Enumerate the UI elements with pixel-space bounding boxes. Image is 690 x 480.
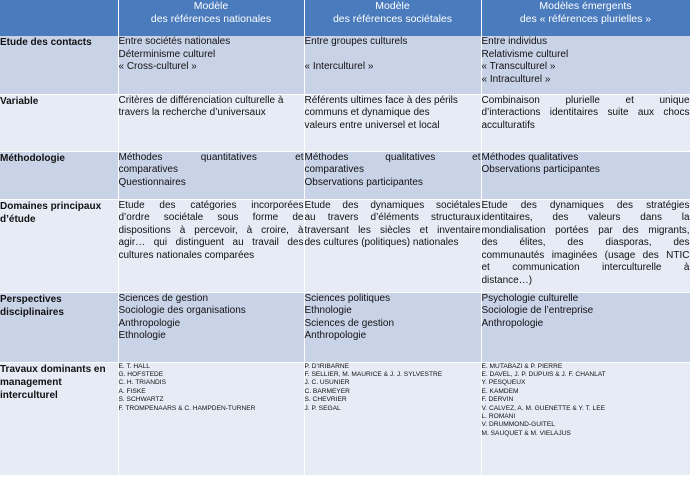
cell-line: mondialisation portées par des migrants, — [481, 224, 690, 236]
row-domaines — [0, 199, 690, 292]
cell-c3 — [481, 151, 690, 199]
cell-line: et communication interculturelle à — [481, 262, 690, 274]
cell-c2 — [304, 151, 481, 199]
cell-line: A. FISKE — [118, 387, 146, 395]
cell-line: comparatives — [304, 164, 364, 176]
cell-line: Ethnologie — [118, 330, 166, 342]
cell-line: E. DAVEL, J. P. DUPUIS & J. F. CHANLAT — [481, 370, 606, 378]
cell-line: Combinaison plurielle et unique — [481, 94, 690, 106]
cell-c3 — [481, 292, 690, 362]
cell-line: Sociologie de l’entreprise — [481, 305, 594, 317]
cell-line: Anthropologie — [118, 317, 181, 329]
cell-line: Etude des dynamiques des stratégies — [481, 199, 690, 211]
cell-c1 — [118, 292, 304, 362]
cell-line: Entre sociétés nationales — [118, 36, 231, 47]
cell-line: E. KAMDEM — [481, 387, 519, 395]
cell-line: Entre groupes culturels — [304, 36, 408, 47]
cell-line: dispositions à percevoir, à croire, à — [118, 224, 304, 236]
cell-line — [305, 49, 481, 62]
cell-line: Sciences de gestion — [118, 292, 209, 304]
row-label: Travaux dominants en management interculturel — [0, 362, 118, 475]
cell-line: Y. PESQUEUX — [481, 379, 526, 387]
cell-line: Psychologie culturelle — [481, 292, 579, 304]
cell-c1 — [118, 94, 304, 151]
cell-line: des élites, des diasporas, des — [481, 237, 690, 249]
cell-line: S. SCHWARTZ — [118, 396, 164, 404]
row-label: Variable — [0, 94, 118, 151]
header-col-societal: Modèle des références sociétales — [304, 0, 481, 36]
cell-line: d’ordre sociétale sous forme de — [118, 212, 304, 224]
cell-line: traversant les siècles et inventaire — [304, 224, 481, 236]
cell-line: cultures nationales comparées — [118, 249, 255, 261]
cell-line: Entre individus — [481, 36, 548, 47]
cell-line: valeurs entre universel et local — [304, 119, 440, 131]
header-corner — [0, 0, 118, 36]
cell-line: Méthodes quantitatives et — [118, 151, 304, 163]
cell-line: « Intraculturel » — [481, 73, 551, 85]
cell-line: Etude des dynamiques sociétales — [304, 199, 481, 211]
cell-c3 — [481, 94, 690, 151]
row-label: Etude des contacts — [0, 36, 118, 94]
header-row — [0, 0, 690, 36]
cell-line: Sciences de gestion — [304, 317, 395, 329]
cell-line: F. DERVIN — [481, 396, 514, 404]
row-label: Méthodologie — [0, 151, 118, 199]
cell-line: communs et dynamique des — [304, 107, 430, 119]
header-col-national: Modèle des références nationales — [118, 0, 304, 36]
cell-line: S. CHEVRIER — [304, 396, 347, 404]
cell-c2 — [304, 362, 481, 475]
cell-line: Référents ultimes face à des périls — [304, 94, 458, 106]
cell-line: des cultures (politiques) nationales — [304, 237, 459, 249]
cell-line: d’interactions identitaires suite aux chocs — [481, 107, 690, 119]
cell-line: F. SELLIER, M. MAURICE & J. J. SYLVESTRE — [304, 370, 443, 378]
cell-line: E. MUTABAZI & P. PIERRE — [481, 362, 563, 370]
cell-line: au travers d’éléments structuraux — [304, 212, 481, 224]
cell-line: Anthropologie — [481, 317, 544, 329]
cell-line: Relativisme culturel — [481, 48, 569, 60]
cell-line: E. T. HALL — [118, 362, 150, 370]
cell-c1 — [118, 36, 304, 94]
cell-c3 — [481, 362, 690, 475]
cell-line: acculturatifs — [481, 119, 535, 131]
cell-line: agir… qui distinguent au travail des — [118, 237, 304, 249]
cell-line: Ethnologie — [304, 305, 352, 317]
row-variable — [0, 94, 690, 151]
cell-line: communautés imaginées (usage des NTIC — [481, 249, 690, 261]
cell-line: C. BARMEYER — [304, 387, 350, 395]
cell-line: L. ROMANI — [481, 412, 516, 420]
cell-line: Méthodes qualitatives — [481, 151, 579, 163]
cell-line: identitaires, des valeurs dans la — [481, 212, 690, 224]
cell-c3 — [481, 199, 690, 292]
row-etude-contacts — [0, 36, 690, 94]
cell-line: V. CALVEZ, A. M. GUENETTE & Y. T. LEE — [481, 404, 605, 412]
row-travaux — [0, 362, 690, 475]
cell-line: distance…) — [481, 275, 533, 287]
row-label: Perspectives disciplinaires — [0, 292, 118, 362]
cell-c2 — [304, 199, 481, 292]
cell-line: Observations participantes — [481, 164, 600, 176]
cell-line: Sciences politiques — [304, 292, 391, 304]
cell-c2 — [304, 36, 481, 94]
cell-line: J. C. USUNIER — [304, 379, 350, 387]
cell-line: Déterminisme culturel — [118, 48, 216, 60]
row-label: Domaines principaux d’étude — [0, 199, 118, 292]
cell-c1 — [118, 362, 304, 475]
cell-line: « Interculturel » — [304, 61, 374, 73]
cell-line: travers la recherche d’universaux — [118, 107, 266, 119]
cell-line: J. P. SEGAL — [304, 404, 341, 412]
cell-c2 — [304, 94, 481, 151]
cell-line: comparatives — [118, 164, 178, 176]
cell-line: Questionnaires — [118, 176, 186, 188]
cell-c3 — [481, 36, 690, 94]
cell-line: F. TROMPENAARS & C. HAMPDEN-TURNER — [118, 404, 256, 412]
cell-line: « Cross-culturel » — [118, 61, 197, 73]
cell-line: Sociologie des organisations — [118, 305, 246, 317]
cell-line: « Transculturel » — [481, 61, 556, 73]
table-body — [0, 36, 690, 475]
cell-line: Critères de différenciation culturelle à — [118, 94, 284, 106]
cell-c1 — [118, 199, 304, 292]
cell-line: P. D’IRIBARNE — [304, 362, 350, 370]
cell-c2 — [304, 292, 481, 362]
header-col-plural: Modèles émergents des « références plurielles » — [481, 0, 690, 36]
cell-line: M. SAUQUET & M. VIELAJUS — [481, 429, 571, 437]
cell-line: C. H. TRIANDIS — [118, 379, 167, 387]
cell-line: V. DRUMMOND-GUITEL — [481, 421, 555, 429]
row-methodologie — [0, 151, 690, 199]
cell-c1 — [118, 151, 304, 199]
cell-line: Anthropologie — [304, 330, 367, 342]
cell-line: Méthodes qualitatives et — [304, 151, 481, 163]
cell-line: G. HOFSTEDE — [118, 370, 164, 378]
cell-line: Etude des catégories incorporées — [118, 199, 304, 211]
row-perspectives — [0, 292, 690, 362]
cell-line: Observations participantes — [304, 176, 423, 188]
